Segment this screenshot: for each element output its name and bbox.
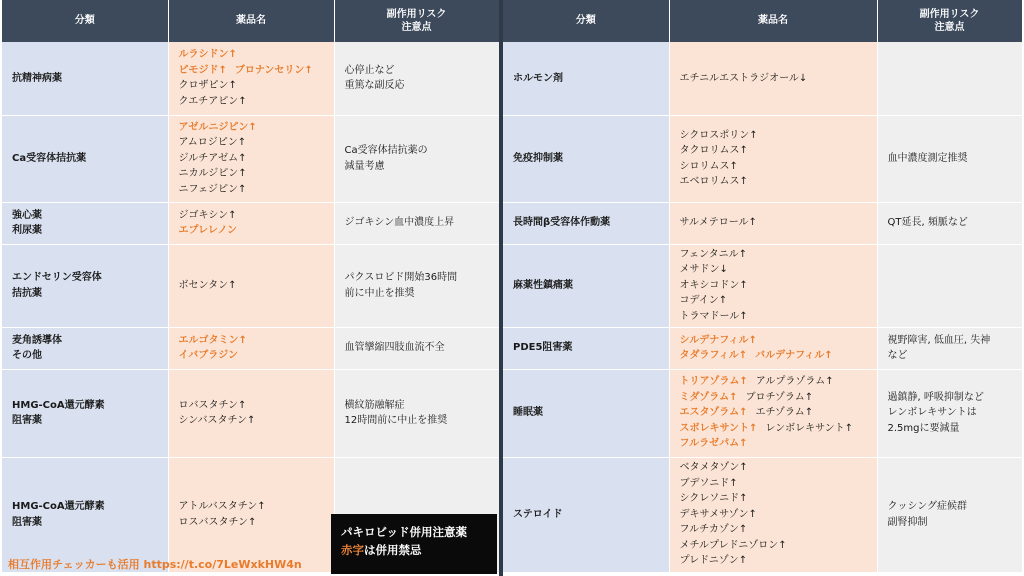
right-interaction-table	[503, 0, 1023, 573]
contraindicated-drug: ルラシドン↑	[178, 49, 237, 61]
drug-line	[179, 515, 324, 531]
category-cell	[503, 369, 669, 457]
drug-line	[680, 348, 867, 364]
category-header: 分類	[503, 0, 669, 42]
category-label: 拮抗薬	[12, 287, 42, 299]
drug-line	[680, 553, 867, 569]
left-header-row	[2, 0, 499, 42]
table-row	[2, 115, 499, 202]
category-cell	[2, 202, 168, 244]
caution-drug: トラマドール↑	[679, 310, 748, 322]
contraindicated-drug: バルデナフィル↑	[755, 350, 833, 361]
drug-line	[680, 405, 867, 421]
caution-drug: シクレソニド↑	[679, 493, 748, 505]
drug-name-header: 薬品名	[669, 0, 877, 42]
contraindicated-drug: エプレレノン	[178, 225, 238, 236]
drug-list-cell	[669, 369, 877, 457]
table-row	[503, 42, 1022, 115]
contraindicated-drug: アゼルニジピン↑	[178, 121, 257, 133]
drug-line	[179, 94, 324, 110]
drug-line	[680, 436, 867, 452]
category-cell	[503, 457, 669, 572]
risk-note-text: 横紋筋融解症	[344, 399, 405, 411]
drug-line	[179, 63, 324, 79]
caution-drug: エチニルエストラジオール↓	[679, 72, 808, 84]
caution-drug: エチゾラム↑	[755, 407, 814, 419]
table-row	[2, 42, 499, 115]
left-table-body	[2, 42, 499, 572]
risk-note-text: 心停止など	[344, 64, 395, 76]
caution-drug: サルメテロール↑	[679, 217, 757, 229]
caution-drug: デキサメサゾン↑	[679, 508, 757, 520]
drug-line	[179, 151, 324, 167]
contraindicated-drug: フルラゼパム↑	[679, 438, 748, 450]
caution-drug: ジゴキシン↑	[178, 209, 237, 221]
category-label: Ca受容体拮抗薬	[12, 152, 87, 164]
category-label: ステロイド	[513, 508, 563, 520]
caution-drug: シロリムス↑	[679, 160, 738, 172]
drug-line	[179, 413, 324, 429]
drug-line	[680, 215, 867, 231]
caution-drug: クエチアピン↑	[178, 95, 247, 107]
risk-note-cell	[334, 369, 499, 457]
drug-list-cell	[669, 42, 877, 115]
category-label: 阻害薬	[12, 415, 42, 426]
category-label: 阻害薬	[12, 516, 42, 528]
drug-line	[179, 47, 324, 63]
table-row	[2, 369, 499, 457]
drug-line	[680, 390, 867, 406]
drug-line	[680, 143, 867, 159]
risk-header	[877, 0, 1022, 42]
drug-line	[179, 182, 324, 198]
table-row	[503, 327, 1022, 369]
risk-note-cell	[877, 244, 1022, 327]
drug-list-cell	[168, 369, 334, 457]
drug-line	[179, 398, 324, 414]
category-cell	[2, 115, 168, 202]
caution-drug: エベロリムス↑	[679, 176, 748, 187]
drug-list-cell	[168, 327, 334, 369]
drug-line	[680, 421, 867, 437]
caution-drug: アムロジピン↑	[178, 137, 247, 149]
risk-note-text: 血中濃度測定推奨	[887, 152, 968, 164]
drug-list-cell	[168, 115, 334, 202]
drug-list-cell	[669, 115, 877, 202]
category-cell	[503, 244, 669, 327]
category-cell	[503, 115, 669, 202]
drug-line	[179, 135, 324, 151]
left-interaction-table	[2, 0, 500, 573]
risk-note-cell	[877, 115, 1022, 202]
drug-list-cell	[669, 327, 877, 369]
risk-note-text: 重篤な副反応	[344, 80, 405, 92]
drug-list-cell	[669, 457, 877, 572]
category-label: 長時間β受容体作動薬	[513, 217, 611, 229]
risk-note-cell	[334, 244, 499, 327]
caution-drug: タクロリムス↑	[679, 145, 748, 156]
drug-line	[179, 499, 324, 515]
caution-drug: シクロスポリン↑	[679, 129, 758, 141]
legend-red-meaning: は併用禁忌	[364, 543, 422, 557]
risk-note-cell	[877, 327, 1022, 369]
drug-line	[680, 309, 867, 325]
caution-drug: レンボレキサント↑	[765, 422, 854, 434]
risk-note-text: 2.5mgに要減量	[887, 422, 960, 434]
interaction-checker-link[interactable]: 相互作用チェッカーも活用 https://t.co/7LeWxkHW4n	[8, 558, 302, 571]
right-table-body	[503, 42, 1022, 572]
legend-box	[331, 514, 497, 574]
category-cell	[2, 327, 168, 369]
contraindicated-drug: ミダゾラム↑	[679, 391, 738, 403]
contraindicated-drug: シルデナフィル↑	[679, 334, 757, 346]
risk-note-text: 減量考慮	[344, 160, 385, 172]
caution-drug: ブデソニド↑	[679, 477, 738, 489]
drug-line	[179, 78, 324, 94]
category-label: エンドセリン受容体	[12, 272, 102, 283]
drug-line	[179, 278, 324, 294]
caution-drug: クロザピン↑	[178, 80, 237, 92]
drug-line	[680, 128, 867, 144]
drug-line	[680, 71, 867, 87]
drug-line	[179, 208, 324, 224]
risk-header-line1: 副作用リスク	[919, 8, 980, 20]
category-label: HMG-CoA還元酵素	[12, 501, 105, 512]
drug-line	[680, 293, 867, 309]
caution-drug: アトルバスタチン↑	[178, 501, 266, 512]
risk-note-cell	[334, 42, 499, 115]
drug-list-cell	[669, 202, 877, 244]
category-header: 分類	[2, 0, 168, 42]
caution-drug: メサドン↓	[679, 264, 728, 276]
table-row	[503, 202, 1022, 244]
drug-line	[680, 522, 867, 538]
drug-line	[179, 348, 324, 364]
caution-drug: シンバスタチン↑	[178, 415, 256, 426]
drug-name-header: 薬品名	[168, 0, 334, 42]
category-cell	[503, 42, 669, 115]
risk-note-text: など	[887, 350, 908, 361]
risk-note-cell	[334, 115, 499, 202]
caution-drug: コデイン↑	[679, 295, 728, 307]
risk-note-cell	[877, 42, 1022, 115]
risk-header	[334, 0, 499, 42]
contraindicated-drug: トリアゾラム↑	[679, 376, 748, 388]
drug-line	[680, 476, 867, 492]
category-cell	[2, 244, 168, 327]
caution-drug: オキシコドン↑	[679, 279, 748, 291]
drug-list-cell	[168, 202, 334, 244]
drug-line	[680, 491, 867, 507]
category-label: 利尿薬	[12, 225, 42, 236]
contraindicated-drug: ピモジド↑	[178, 64, 227, 76]
risk-note-text: Ca受容体拮抗薬の	[344, 145, 428, 156]
risk-header-line2: 注意点	[401, 22, 432, 33]
risk-note-text: 視野障害, 低血圧, 失神	[887, 334, 991, 346]
category-label: その他	[12, 350, 42, 361]
risk-note-text: ジゴキシン血中濃度上昇	[344, 217, 455, 229]
category-label: PDE5阻害薬	[513, 342, 573, 354]
caution-drug: ジルチアゼム↑	[178, 152, 247, 164]
caution-drug: ロスバスタチン↑	[178, 516, 257, 528]
drug-line	[179, 223, 324, 239]
drug-line	[680, 374, 867, 390]
category-label: 免疫抑制薬	[513, 152, 563, 164]
category-cell	[2, 369, 168, 457]
caution-drug: ブロチゾラム↑	[745, 391, 814, 403]
legend-note	[341, 541, 487, 559]
drug-line	[680, 262, 867, 278]
contraindicated-drug: スボレキサント↑	[679, 422, 758, 434]
risk-note-text: 副腎抑制	[887, 516, 928, 528]
risk-note-text: 過鎮静, 呼吸抑制など	[887, 391, 984, 403]
contraindicated-drug: イバブラジン	[178, 350, 239, 361]
category-label: ホルモン剤	[513, 72, 563, 84]
drug-list-cell	[168, 457, 334, 572]
category-label: 抗精神病薬	[12, 72, 62, 84]
category-cell	[2, 457, 168, 572]
drug-list-cell	[168, 244, 334, 327]
table-row	[503, 115, 1022, 202]
table-row	[2, 244, 499, 327]
drug-line	[680, 159, 867, 175]
risk-note-cell	[334, 202, 499, 244]
drug-line	[680, 507, 867, 523]
drug-line	[179, 166, 324, 182]
drug-line	[680, 538, 867, 554]
caution-drug: ニカルジピン↑	[178, 168, 247, 180]
risk-note-text: 前に中止を推奨	[344, 287, 415, 299]
caution-drug: フルチカゾン↑	[679, 524, 748, 536]
drug-list-cell	[669, 244, 877, 327]
contraindicated-drug: タダラフィル↑	[679, 350, 748, 361]
risk-note-text: QT延長, 頻脈など	[887, 217, 968, 229]
drug-line	[680, 333, 867, 349]
risk-note-text: レンボレキサントは	[887, 407, 977, 419]
drug-line	[179, 120, 324, 136]
caution-drug: ボセンタン↑	[178, 279, 237, 291]
drug-line	[680, 174, 867, 190]
table-row	[2, 202, 499, 244]
risk-header-line1: 副作用リスク	[386, 8, 447, 20]
legend-title: パキロビッド併用注意薬	[341, 525, 468, 539]
category-label: 麦角誘導体	[12, 334, 62, 346]
legend-red-word: 赤字	[341, 543, 364, 557]
risk-note-text: パクスロビド開始36時間	[344, 272, 458, 283]
table-row	[2, 327, 499, 369]
category-label: 睡眠薬	[513, 407, 543, 419]
caution-drug: フェンタニル↑	[679, 248, 747, 260]
risk-note-text: クッシング症候群	[887, 501, 968, 512]
category-label: 麻薬性鎮痛薬	[513, 279, 573, 291]
drug-line	[680, 278, 867, 294]
risk-note-text: 12時間前に中止を推奨	[344, 415, 448, 426]
risk-note-cell	[877, 202, 1022, 244]
risk-header-line2: 注意点	[934, 22, 965, 33]
caution-drug: ロバスタチン↑	[178, 399, 247, 411]
caution-drug: ベタメタゾン↑	[679, 462, 748, 474]
risk-note-text: 血管攣縮四肢血流不全	[344, 342, 445, 354]
category-cell	[503, 327, 669, 369]
category-cell	[503, 202, 669, 244]
risk-note-cell	[334, 327, 499, 369]
risk-note-cell	[877, 369, 1022, 457]
drug-line	[680, 247, 867, 263]
contraindicated-drug: エスタゾラム↑	[679, 407, 748, 419]
caution-drug: メチルプレドニゾロン↑	[679, 539, 787, 551]
drug-list-cell	[168, 42, 334, 115]
risk-note-cell	[877, 457, 1022, 572]
drug-line	[680, 460, 867, 476]
right-header-row	[503, 0, 1022, 42]
contraindicated-drug: ブロナンセリン↑	[234, 64, 313, 76]
category-cell	[2, 42, 168, 115]
table-row	[503, 369, 1022, 457]
category-label: HMG-CoA還元酵素	[12, 399, 105, 411]
drug-line	[179, 333, 324, 349]
caution-drug: ニフェジピン↑	[178, 183, 247, 195]
table-row	[503, 457, 1022, 572]
contraindicated-drug: エルゴタミン↑	[178, 334, 247, 346]
caution-drug: アルプラゾラム↑	[755, 376, 834, 388]
caution-drug: プレドニゾン↑	[679, 555, 748, 567]
table-row	[503, 244, 1022, 327]
category-label: 強心薬	[12, 209, 42, 221]
